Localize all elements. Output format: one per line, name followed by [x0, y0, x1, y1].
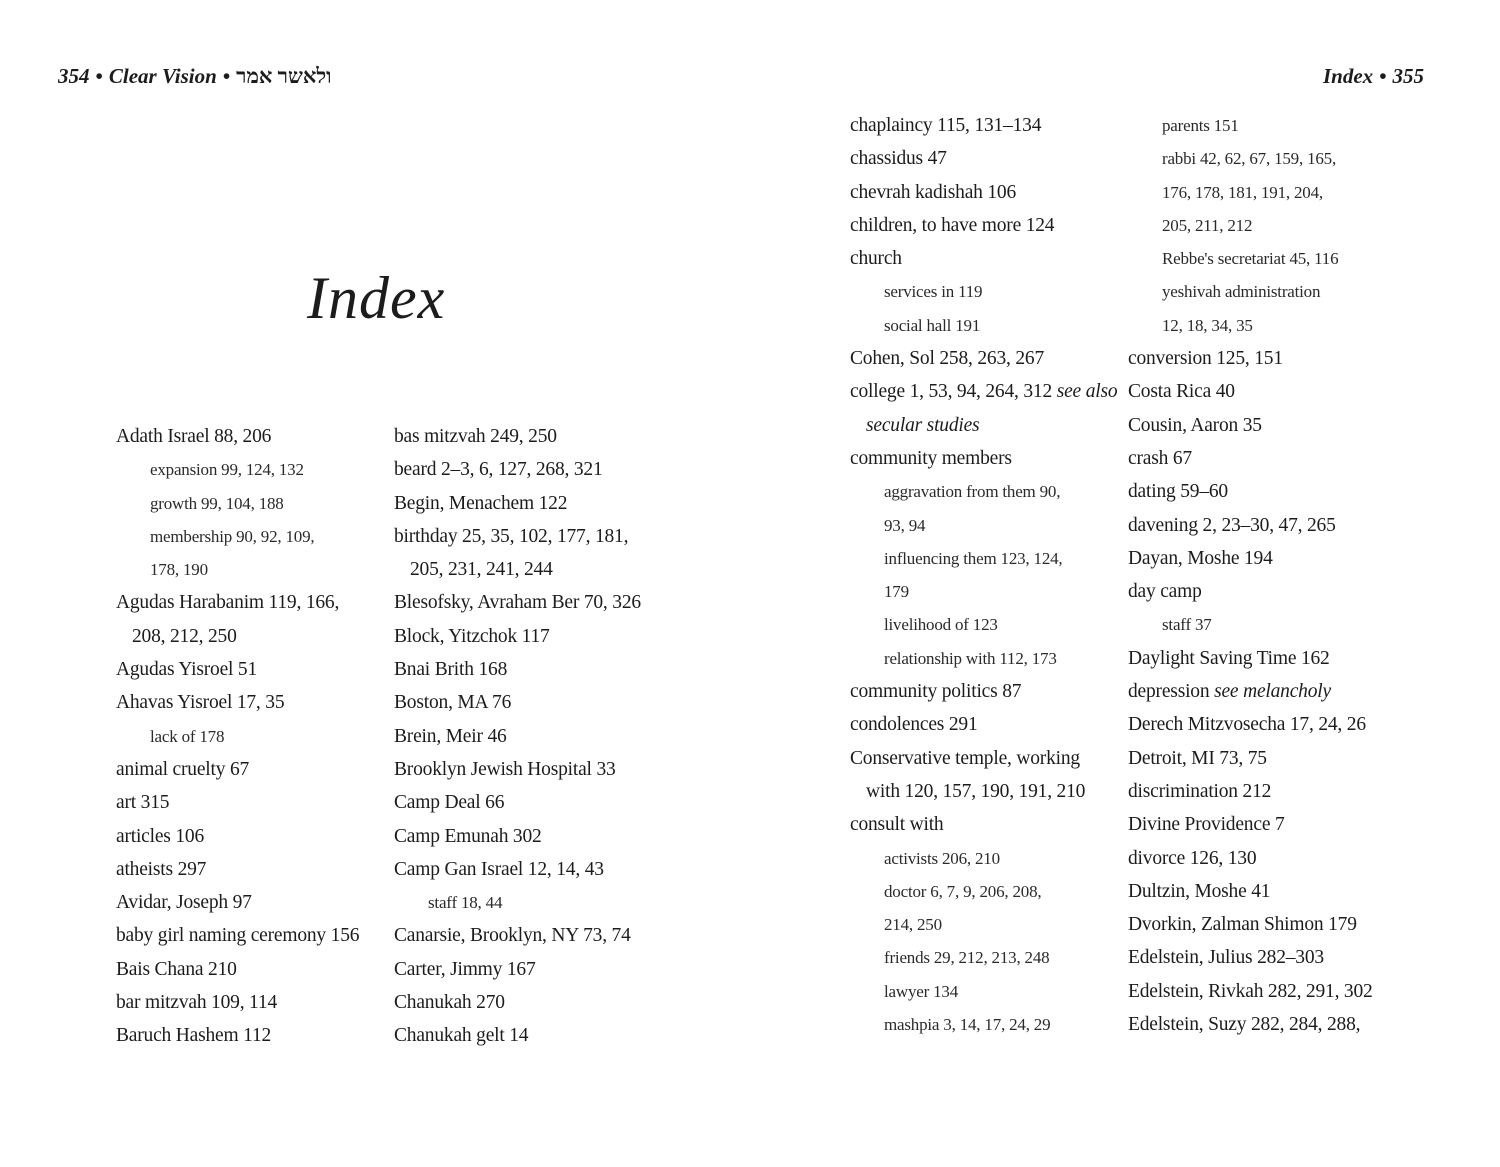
entry-text: 214, 250: [884, 915, 942, 935]
entry-text: 205, 231, 241, 244: [410, 559, 553, 581]
index-entry: [394, 653, 684, 686]
entry-text: Edelstein, Julius 282–303: [1128, 947, 1324, 969]
entry-text: 205, 211, 212: [1162, 215, 1253, 235]
index-entry: [850, 142, 1140, 175]
entry-text: activists 206, 210: [884, 848, 1000, 868]
entry-text: influencing them 123, 124,: [884, 548, 1063, 568]
entry-text: Dultzin, Moshe 41: [1128, 880, 1271, 902]
page-title: Index: [307, 265, 446, 331]
entry-text: 176, 178, 181, 191, 204,: [1162, 182, 1323, 202]
index-entry: [1128, 808, 1418, 841]
index-subentry: [116, 520, 406, 553]
entry-text: chaplaincy 115, 131–134: [850, 115, 1042, 136]
entry-text: Daylight Saving Time 162: [1128, 647, 1330, 669]
index-entry: [116, 686, 406, 719]
index-subentry: [1128, 275, 1418, 308]
index-entry: [850, 375, 1140, 408]
index-entry: [1128, 842, 1418, 875]
index-subentry: [850, 842, 1140, 875]
index-entry: [394, 753, 684, 786]
index-subentry: [850, 1008, 1140, 1041]
index-entry: [1128, 941, 1418, 974]
entry-text: Agudas Yisroel 51: [116, 659, 258, 681]
entry-text: Baruch Hashem 112: [116, 1025, 272, 1047]
index-entry: [116, 820, 406, 853]
index-entry: [116, 953, 406, 986]
entry-text: staff 37: [1162, 615, 1212, 635]
entry-text: art 315: [116, 792, 170, 814]
index-entry: [394, 487, 684, 520]
entry-text: Cohen, Sol 258, 263, 267: [850, 348, 1044, 370]
index-entry: [394, 586, 684, 619]
index-subentry: [850, 875, 1140, 908]
entry-text: aggravation from them 90,: [884, 482, 1061, 502]
entry-text: Dvorkin, Zalman Shimon 179: [1128, 914, 1357, 936]
entry-text: beard 2–3, 6, 127, 268, 321: [394, 459, 603, 481]
entry-text: Edelstein, Rivkah 282, 291, 302: [1128, 980, 1373, 1002]
entry-text: Detroit, MI 73, 75: [1128, 747, 1267, 769]
index-entry: [394, 1019, 684, 1052]
bullet-separator: •: [95, 64, 103, 88]
index-entry: [1128, 908, 1418, 941]
index-entry: [850, 742, 1140, 775]
entry-text: Brein, Meir 46: [394, 725, 507, 747]
entry-text: Cousin, Aaron 35: [1128, 414, 1262, 436]
entry-text: Brooklyn Jewish Hospital 33: [394, 758, 616, 780]
entry-text: day camp: [1128, 581, 1202, 603]
entry-text: expansion 99, 124, 132: [150, 460, 304, 480]
index-entry: [850, 808, 1140, 841]
index-entry: [394, 786, 684, 819]
index-entry: [394, 453, 684, 486]
entry-text: divorce 126, 130: [1128, 847, 1257, 869]
entry-text: Ahavas Yisroel 17, 35: [116, 692, 285, 714]
index-subentry: [116, 553, 406, 586]
see-reference: see melancholy: [1214, 681, 1331, 703]
entry-text: Edelstein, Suzy 282, 284, 288,: [1128, 1014, 1361, 1036]
index-entry: [1128, 675, 1418, 708]
index-entry: [394, 420, 684, 453]
index-subentry: [1128, 176, 1418, 209]
index-entry: [1128, 1008, 1418, 1041]
entry-text: depression: [1128, 681, 1210, 703]
entry-text: atheists 297: [116, 858, 207, 880]
section-title: Index: [1323, 64, 1374, 88]
index-entry: [850, 675, 1140, 708]
index-entry: [394, 986, 684, 1019]
running-head-right: [1323, 64, 1424, 89]
page-number-left: 354: [58, 64, 90, 88]
entry-text: Costa Rica 40: [1128, 381, 1235, 403]
index-subentry: [850, 975, 1140, 1008]
entry-text: membership 90, 92, 109,: [150, 526, 315, 546]
entry-text: Agudas Harabanim 119, 166,: [116, 592, 340, 614]
entry-text: doctor 6, 7, 9, 206, 208,: [884, 881, 1042, 901]
index-entry: [850, 242, 1140, 275]
entry-text: children, to have more 124: [850, 214, 1055, 236]
entry-text: Camp Emunah 302: [394, 825, 542, 847]
index-entry: [116, 853, 406, 886]
index-entry: [394, 686, 684, 719]
entry-text: consult with: [850, 814, 944, 836]
entry-text: Blesofsky, Avraham Ber 70, 326: [394, 592, 641, 614]
index-column-4: [1128, 109, 1418, 1041]
entry-text: 178, 190: [150, 560, 208, 580]
entry-text: community members: [850, 447, 1012, 469]
index-entry-continuation: [116, 620, 406, 653]
entry-text: chevrah kadishah 106: [850, 181, 1017, 203]
index-column-2: [394, 420, 684, 1053]
entry-text: staff 18, 44: [428, 893, 503, 913]
entry-text: with 120, 157, 190, 191, 210: [866, 780, 1086, 802]
index-entry: [394, 919, 684, 952]
entry-text: parents 151: [1162, 116, 1239, 135]
index-entry: [850, 442, 1140, 475]
index-entry-continuation: [850, 775, 1140, 808]
book-title: Clear Vision: [108, 64, 217, 88]
see-reference: secular studies: [866, 414, 980, 436]
index-entry: [1128, 742, 1418, 775]
index-subentry: [1128, 142, 1418, 175]
entry-text: Conservative temple, working: [850, 747, 1080, 769]
entry-text: Camp Gan Israel 12, 14, 43: [394, 858, 604, 880]
index-entry: [394, 853, 684, 886]
entry-text: 93, 94: [884, 515, 926, 535]
index-entry: [1128, 375, 1418, 408]
index-entry: [116, 886, 406, 919]
entry-text: Block, Yitzchok 117: [394, 625, 550, 647]
index-entry: [116, 786, 406, 819]
entry-text: baby girl naming ceremony 156: [116, 925, 360, 947]
index-entry: [850, 209, 1140, 242]
entry-text: crash 67: [1128, 447, 1192, 469]
entry-text: Canarsie, Brooklyn, NY 73, 74: [394, 925, 631, 947]
index-entry: [394, 620, 684, 653]
index-subentry: [850, 608, 1140, 641]
entry-text: rabbi 42, 62, 67, 159, 165,: [1162, 149, 1337, 169]
entry-text: Bais Chana 210: [116, 958, 237, 980]
index-subentry: [850, 509, 1140, 542]
index-subentry: [116, 720, 406, 753]
index-entry: [1128, 575, 1418, 608]
index-entry: [1128, 509, 1418, 542]
index-entry: [394, 720, 684, 753]
entry-text: Carter, Jimmy 167: [394, 958, 536, 980]
entry-text: Chanukah gelt 14: [394, 1025, 529, 1047]
index-entry: [1128, 708, 1418, 741]
index-entry: [850, 708, 1140, 741]
index-entry: [1128, 775, 1418, 808]
entry-text: condolences 291: [850, 714, 978, 736]
entry-text: yeshivah administration: [1162, 282, 1321, 302]
index-entry-continuation: [394, 553, 684, 586]
index-entry: [394, 953, 684, 986]
entry-text: Chanukah 270: [394, 992, 505, 1014]
index-subentry: [850, 908, 1140, 941]
index-subentry: [1128, 109, 1418, 142]
entry-text: Avidar, Joseph 97: [116, 892, 252, 914]
index-entry: [116, 586, 406, 619]
entry-text: lawyer 134: [884, 981, 959, 1001]
index-entry: [1128, 642, 1418, 675]
index-entry: [394, 820, 684, 853]
entry-text: Boston, MA 76: [394, 692, 512, 714]
entry-text: social hall 191: [884, 315, 981, 335]
index-entry: [116, 1019, 406, 1052]
index-entry: [850, 176, 1140, 209]
index-column-3: [850, 109, 1140, 1041]
entry-text: lack of 178: [150, 726, 225, 746]
entry-text: dating 59–60: [1128, 481, 1228, 503]
index-subentry: [850, 542, 1140, 575]
index-subentry: [1128, 209, 1418, 242]
see-reference: see also: [1056, 381, 1118, 403]
running-head-left: [58, 64, 332, 89]
index-entry: [1128, 975, 1418, 1008]
entry-text: growth 99, 104, 188: [150, 493, 284, 513]
entry-text: bas mitzvah 249, 250: [394, 426, 557, 447]
index-entry: [116, 420, 406, 453]
index-subentry: [116, 453, 406, 486]
index-entry: [1128, 342, 1418, 375]
index-subentry: [116, 487, 406, 520]
entry-text: Bnai Brith 168: [394, 659, 508, 681]
entry-text: livelihood of 123: [884, 615, 998, 635]
entry-text: Divine Providence 7: [1128, 814, 1285, 836]
entry-text: friends 29, 212, 213, 248: [884, 948, 1050, 968]
entry-text: 208, 212, 250: [132, 625, 237, 647]
index-entry: [1128, 875, 1418, 908]
entry-text: relationship with 112, 173: [884, 648, 1057, 668]
entry-text: Begin, Menachem 122: [394, 492, 568, 514]
entry-text: conversion 125, 151: [1128, 348, 1283, 370]
index-subentry: [850, 642, 1140, 675]
entry-text: davening 2, 23–30, 47, 265: [1128, 514, 1336, 536]
entry-text: college 1, 53, 94, 264, 312: [850, 381, 1053, 403]
entry-text: services in 119: [884, 282, 983, 302]
index-entry-continuation: [850, 409, 1140, 442]
entry-text: chassidus 47: [850, 148, 947, 170]
entry-text: Dayan, Moshe 194: [1128, 547, 1273, 569]
entry-text: bar mitzvah 109, 114: [116, 992, 277, 1014]
entry-text: mashpia 3, 14, 17, 24, 29: [884, 1015, 1051, 1035]
index-entry: [116, 919, 406, 952]
entry-text: Adath Israel 88, 206: [116, 426, 272, 447]
entry-text: Rebbe's secretariat 45, 116: [1162, 249, 1339, 269]
index-subentry: [1128, 309, 1418, 342]
entry-text: Camp Deal 66: [394, 792, 505, 814]
index-entry: [394, 520, 684, 553]
entry-text: 179: [884, 582, 909, 602]
entry-text: articles 106: [116, 825, 205, 847]
index-subentry: [1128, 608, 1418, 641]
entry-text: discrimination 212: [1128, 780, 1272, 802]
entry-text: church: [850, 248, 902, 270]
index-entry: [1128, 475, 1418, 508]
index-entry: [850, 109, 1140, 142]
page-number-right: 355: [1392, 64, 1425, 88]
index-entry: [1128, 409, 1418, 442]
index-subentry: [850, 575, 1140, 608]
entry-text: 12, 18, 34, 35: [1162, 315, 1253, 335]
entry-text: animal cruelty 67: [116, 758, 250, 780]
index-subentry: [850, 941, 1140, 974]
index-subentry: [850, 475, 1140, 508]
index-subentry: [850, 275, 1140, 308]
index-subentry: [1128, 242, 1418, 275]
entry-text: Derech Mitzvosecha 17, 24, 26: [1128, 714, 1366, 736]
bullet-separator: •: [222, 64, 231, 88]
index-entry: [1128, 442, 1418, 475]
hebrew-title: ולאשר אמר: [236, 64, 332, 88]
index-entry: [850, 342, 1140, 375]
index-subentry: [850, 309, 1140, 342]
bullet-separator: •: [1379, 64, 1387, 88]
index-entry: [116, 986, 406, 1019]
index-entry: [1128, 542, 1418, 575]
index-entry: [116, 653, 406, 686]
index-entry: [116, 753, 406, 786]
index-column-1: [116, 420, 406, 1053]
index-subentry: [394, 886, 684, 919]
entry-text: birthday 25, 35, 102, 177, 181,: [394, 525, 629, 547]
entry-text: community politics 87: [850, 681, 1022, 703]
